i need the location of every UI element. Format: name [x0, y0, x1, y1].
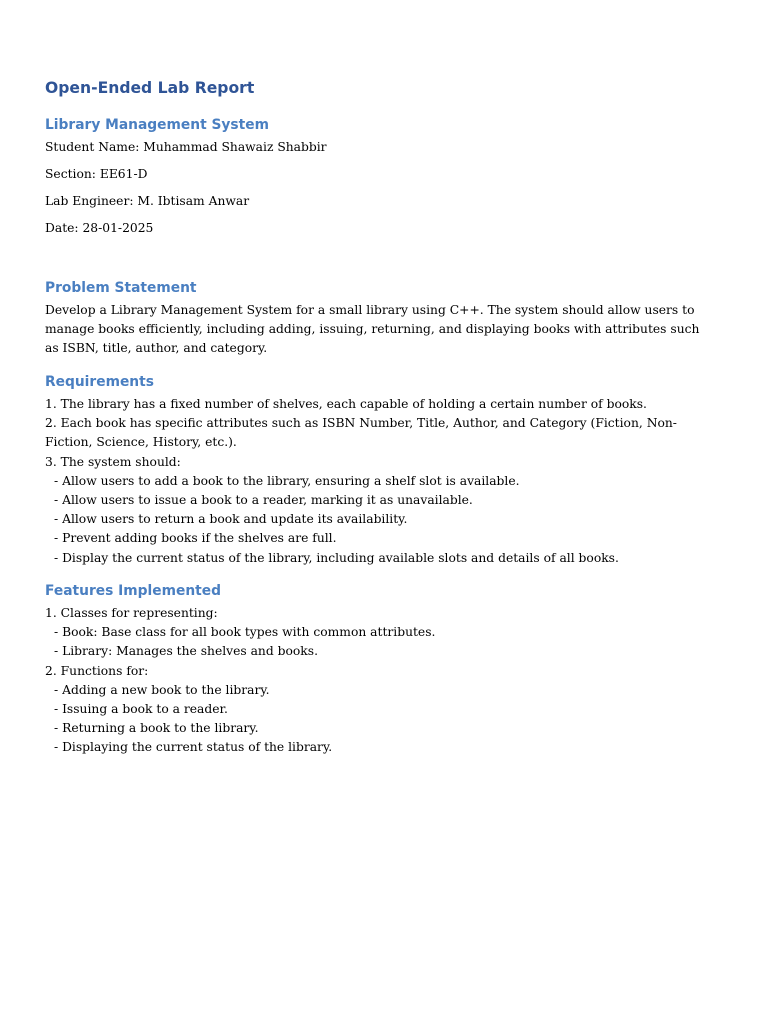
document-subtitle: Library Management System: [45, 117, 269, 133]
list-item: 2. Each book has specific attributes such as ISBN Number, Title, Author, and Category (Fiction, Non-Fiction, Science, History, etc.).: [45, 416, 677, 450]
list-item: - Issuing a book to a reader.: [54, 702, 228, 717]
report-date: Date: 28-01-2025: [45, 221, 154, 235]
list-item: - Book: Base class for all book types with common attributes.: [54, 625, 436, 640]
list-item: - Allow users to issue a book to a reader, marking it as unavailable.: [54, 493, 473, 508]
problem-statement-heading: Problem Statement: [45, 280, 197, 296]
document-title: Open-Ended Lab Report: [45, 79, 255, 97]
section: Section: EE61-D: [45, 167, 148, 181]
list-item: - Returning a book to the library.: [54, 721, 259, 736]
lab-engineer: Lab Engineer: M. Ibtisam Anwar: [45, 194, 250, 208]
features-list: [45, 604, 710, 758]
list-item: - Displaying the current status of the library.: [54, 740, 333, 755]
student-name: Student Name: Muhammad Shawaiz Shabbir: [45, 140, 327, 154]
list-item: - Library: Manages the shelves and books.: [54, 644, 318, 659]
list-item: 2. Functions for:: [45, 663, 149, 678]
list-item: 1. The library has a fixed number of shelves, each capable of holding a certain number of books.: [45, 397, 647, 411]
list-item: - Allow users to add a book to the library, ensuring a shelf slot is available.: [54, 473, 520, 488]
requirements-heading: Requirements: [45, 374, 154, 390]
list-item: 3. The system should:: [45, 454, 181, 469]
requirements-list: [45, 395, 710, 568]
problem-statement-text: Develop a Library Management System for a small library using C++. The system should allow users to manage books efficiently, including adding, issuing, returning, and displaying books with attributes such as ISBN, title, author, and category.: [45, 303, 700, 356]
list-item: 1. Classes for representing:: [45, 606, 218, 620]
list-item: - Allow users to return a book and update its availability.: [54, 512, 408, 527]
list-item: - Display the current status of the library, including available slots and details of all books.: [54, 550, 619, 565]
list-item: - Adding a new book to the library.: [54, 682, 270, 697]
list-item: - Prevent adding books if the shelves are full.: [54, 531, 337, 546]
features-heading: Features Implemented: [45, 583, 221, 599]
